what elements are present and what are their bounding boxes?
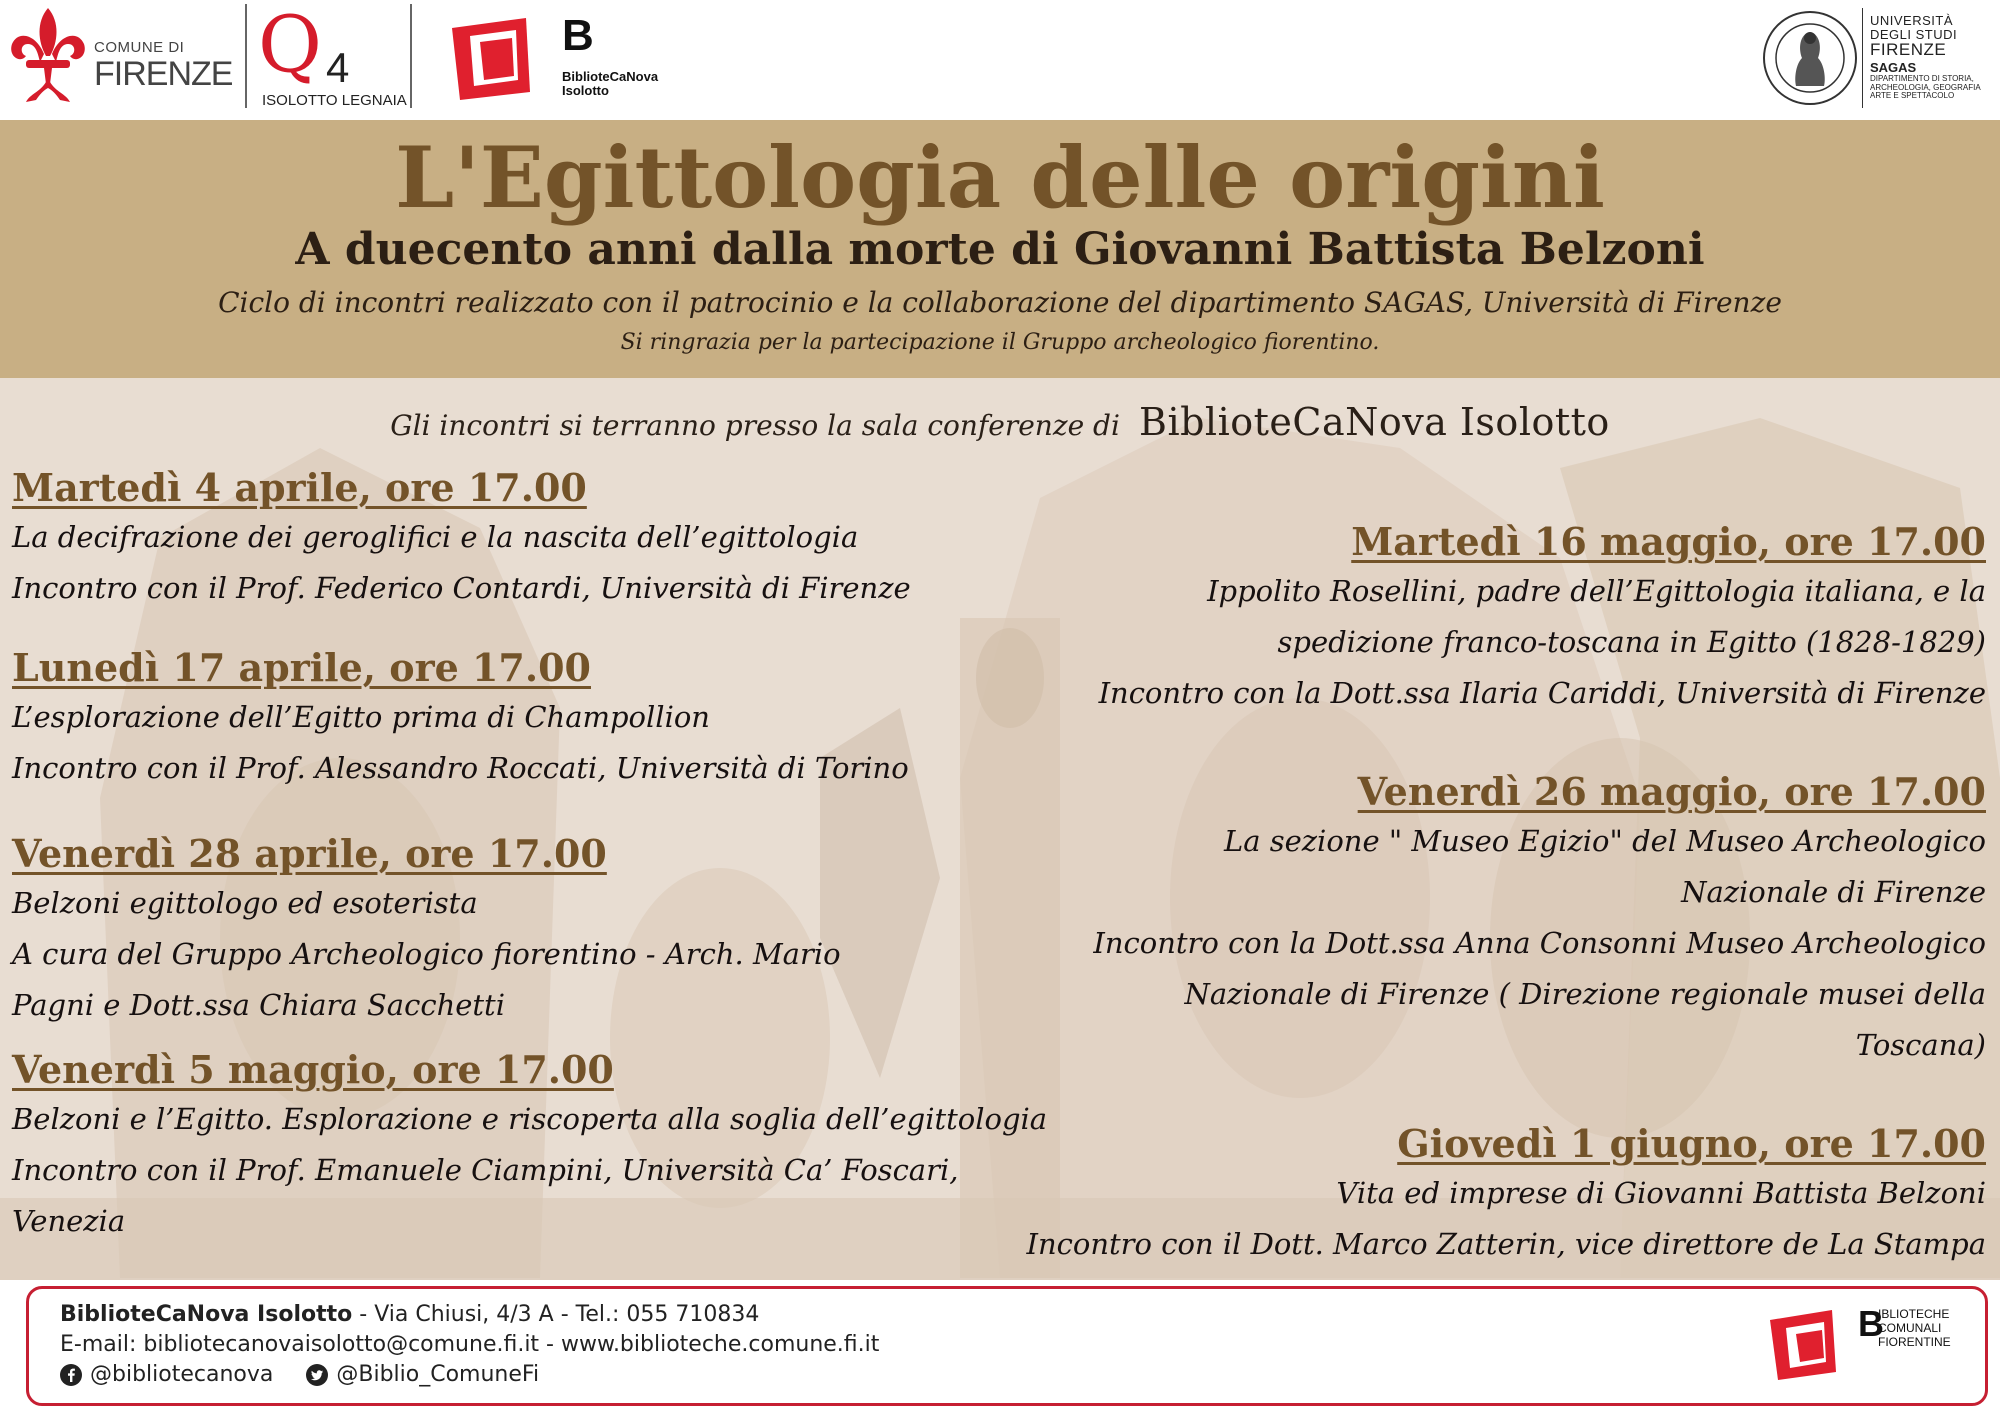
page-subtitle: A duecento anni dalla morte di Giovanni Battista Belzoni — [295, 224, 1705, 275]
facebook-handle: @bibliotecanova — [90, 1362, 274, 1387]
logo-divider — [410, 4, 412, 108]
twitter-link[interactable] — [306, 1360, 539, 1390]
footer — [0, 1280, 2000, 1414]
cycle-description: Ciclo di incontri realizzato con il patrocinio e la collaborazione del dipartimento SAGAS, Università di Firenze — [218, 286, 1782, 319]
event-line: La sezione " Museo Egizio" del Museo Archeologico — [1223, 824, 1986, 858]
event-line: La decifrazione dei geroglifici e la nascita dell’egittologia — [12, 520, 859, 554]
event-line: Incontro con la Dott.ssa Ilaria Cariddi, Università di Firenze — [1098, 676, 1986, 710]
event-line: Belzoni egittologo ed esoterista — [12, 886, 478, 920]
event-right-3 — [1027, 1120, 1986, 1270]
event-line: spedizione franco-toscana in Egitto (1828-1829) — [1277, 625, 1986, 659]
unifi-seal-icon — [1760, 8, 1860, 108]
event-line: Incontro con il Dott. Marco Zatterin, vice direttore de La Stampa — [1026, 1227, 1986, 1261]
unifi-sagas: SAGAS — [1870, 60, 1917, 76]
footer-address-line — [60, 1300, 879, 1330]
footer-address: - Via Chiusi, 4/3 A - Tel.: 055 710834 — [352, 1302, 760, 1327]
unifi-sagas-logo — [1760, 8, 1990, 116]
comune-big-text: FIRENZE — [94, 55, 233, 93]
biblioteche-comunali-logo — [1766, 1303, 1951, 1386]
event-left-3 — [12, 830, 841, 1031]
bcn-text — [562, 70, 658, 99]
bcf-line2: COMUNALI — [1878, 1320, 1942, 1335]
facebook-icon — [60, 1364, 82, 1386]
event-line: A cura del Gruppo Archeologico fiorentino - Arch. Mario — [12, 937, 841, 971]
event-date: Lunedì 17 aprile, ore 17.00 — [12, 645, 591, 690]
unifi-divider — [1862, 8, 1863, 108]
unifi-line1: UNIVERSITÀ — [1870, 13, 1954, 28]
bcn-line2: Isolotto — [562, 83, 609, 99]
comune-firenze-logo — [6, 4, 246, 110]
event-line: Incontro con il Prof. Federico Contardi, Università di Firenze — [12, 571, 911, 605]
event-date: Giovedì 1 giugno, ore 17.00 — [1397, 1121, 1986, 1166]
event-line: Venezia — [12, 1204, 126, 1238]
footer-email-line[interactable]: E-mail: bibliotecanovaisolotto@comune.fi.it - www.biblioteche.comune.fi.it — [60, 1332, 880, 1357]
event-line: Vita ed imprese di Giovanni Battista Belzoni — [1336, 1176, 1986, 1210]
twitter-icon — [306, 1364, 328, 1386]
event-line: Toscana) — [1855, 1028, 1986, 1062]
logo-bar — [0, 0, 2000, 120]
unifi-department: DIPARTIMENTO DI STORIA, ARCHEOLOGIA, GEOGRAFIA ARTE E SPETTACOLO — [1870, 73, 1981, 101]
unifi-line2: DEGLI STUDI — [1870, 26, 1958, 42]
bcf-letter: B — [1858, 1303, 1884, 1344]
bcf-book-icon — [1766, 1306, 1856, 1382]
facebook-link[interactable] — [60, 1360, 273, 1390]
bcn-book-icon — [446, 14, 556, 104]
event-line: Belzoni e l’Egitto. Esplorazione e riscoperta alla soglia dell’egittologia — [12, 1102, 1048, 1136]
footer-social-line — [60, 1360, 879, 1395]
event-line: L’esplorazione dell’Egitto prima di Champollion — [12, 700, 710, 734]
event-left-2 — [12, 644, 909, 794]
venue-intro: Gli incontri si terranno presso la sala conferenze di — [390, 409, 1120, 442]
comune-small-text: COMUNE DI — [94, 39, 185, 56]
event-line: Incontro con il Prof. Alessandro Roccati, Università di Torino — [12, 751, 909, 785]
event-line: Incontro con la Dott.ssa Anna Consonni Museo Archeologico — [1093, 926, 1986, 960]
q4-logo — [258, 0, 408, 110]
page-title: L'Egittologia delle origini — [395, 128, 1605, 227]
bibliotecanova-logo — [446, 11, 659, 110]
event-right-1 — [1099, 518, 1986, 719]
comune-name — [94, 40, 232, 91]
event-date: Martedì 4 aprile, ore 17.00 — [12, 465, 587, 510]
event-date: Venerdì 26 maggio, ore 17.00 — [1357, 769, 1986, 814]
event-line: Pagni e Dott.ssa Chiara Sacchetti — [12, 988, 505, 1022]
event-date: Martedì 16 maggio, ore 17.00 — [1351, 519, 1986, 564]
q4-number: 4 — [326, 44, 350, 91]
event-line: Nazionale di Firenze — [1681, 875, 1986, 909]
giglio-icon — [6, 4, 90, 108]
twitter-handle: @Biblio_ComuneFi — [336, 1362, 540, 1387]
event-left-1 — [12, 464, 911, 614]
logo-divider — [245, 4, 247, 108]
event-line: Ippolito Rosellini, padre dell’Egittologia italiana, e la — [1207, 574, 1986, 608]
event-line: Incontro con il Prof. Emanuele Ciampini, Università Ca’ Foscari, — [12, 1153, 959, 1187]
title-band — [0, 120, 2000, 378]
event-right-2 — [1093, 768, 1986, 1071]
bcf-line1: IBLIOTECHE — [1878, 1307, 1950, 1321]
thanks-line: Si ringrazia per la partecipazione il Gruppo archeologico fiorentino. — [620, 330, 1380, 355]
bcf-line3: FIORENTINE — [1878, 1334, 1951, 1349]
venue-name: BiblioteCaNova Isolotto — [1139, 400, 1610, 444]
q4-letter: Q — [258, 0, 322, 90]
footer-org-name: BiblioteCaNova Isolotto — [60, 1302, 353, 1327]
event-line: Nazionale di Firenze ( Direzione regionale musei della — [1184, 977, 1986, 1011]
unifi-text — [1870, 14, 1990, 101]
event-date: Venerdì 5 maggio, ore 17.00 — [12, 1047, 614, 1092]
q4-subtitle: ISOLOTTO LEGNAIA — [262, 92, 407, 109]
bcn-letter: B — [562, 11, 594, 60]
bcf-text — [1878, 1308, 1951, 1349]
footer-contacts — [60, 1300, 879, 1395]
programme-area — [0, 378, 2000, 1280]
unifi-line3: FIRENZE — [1870, 40, 1947, 60]
event-date: Venerdì 28 aprile, ore 17.00 — [12, 831, 607, 876]
venue-line — [0, 400, 2000, 444]
bcn-line1: BiblioteCaNova — [562, 69, 659, 84]
event-left-4 — [12, 1046, 1047, 1247]
